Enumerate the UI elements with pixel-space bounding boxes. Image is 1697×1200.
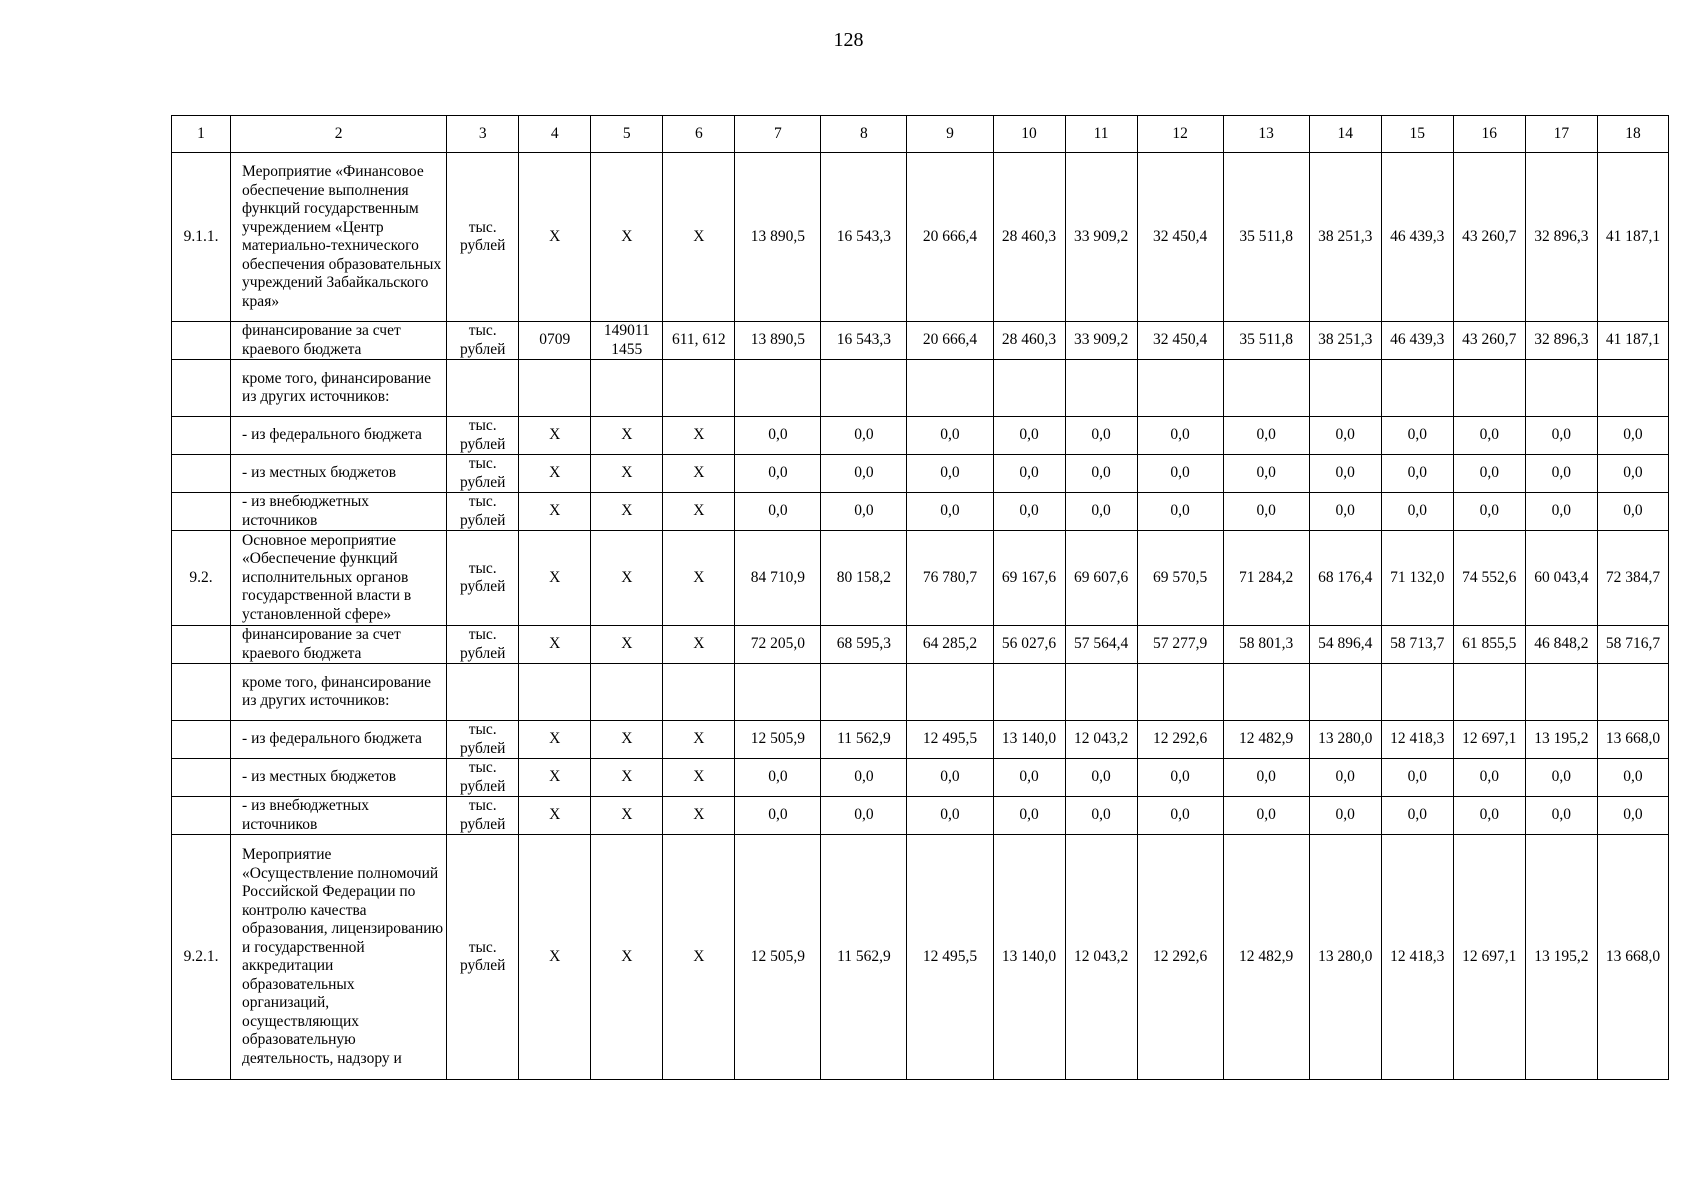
unit-cell: тыс. рублей bbox=[447, 322, 519, 360]
value-cell: 0,0 bbox=[1137, 797, 1223, 835]
column-number-header: 10 bbox=[993, 116, 1065, 153]
value-cell: 0,0 bbox=[1065, 455, 1137, 493]
value-cell: 38 251,3 bbox=[1309, 322, 1381, 360]
value-cell: 54 896,4 bbox=[1309, 626, 1381, 664]
column-number-header: 12 bbox=[1137, 116, 1223, 153]
table-row bbox=[172, 360, 1669, 417]
value-cell: 46 439,3 bbox=[1381, 322, 1453, 360]
value-cell: 32 450,4 bbox=[1137, 153, 1223, 322]
row-code-cell bbox=[172, 417, 231, 455]
column-number-header: 9 bbox=[907, 116, 993, 153]
value-cell: 0,0 bbox=[1137, 759, 1223, 797]
value-cell: 0,0 bbox=[1525, 493, 1597, 531]
value-cell bbox=[1137, 360, 1223, 417]
value-cell: 0,0 bbox=[735, 455, 821, 493]
value-cell bbox=[735, 360, 821, 417]
value-cell: 0,0 bbox=[1597, 493, 1668, 531]
row-code-cell bbox=[172, 322, 231, 360]
classification-cell bbox=[519, 664, 591, 721]
value-cell: 46 439,3 bbox=[1381, 153, 1453, 322]
column-number-header: 16 bbox=[1453, 116, 1525, 153]
classification-cell: Х bbox=[519, 417, 591, 455]
value-cell bbox=[1453, 664, 1525, 721]
value-cell: 13 668,0 bbox=[1597, 721, 1668, 759]
value-cell: 12 505,9 bbox=[735, 721, 821, 759]
value-cell: 12 292,6 bbox=[1137, 835, 1223, 1080]
value-cell: 13 195,2 bbox=[1525, 835, 1597, 1080]
item-name-cell: Мероприятие «Финансовое обеспечение выполнения функций государственным учреждением «Центр материально-технического обеспечения образовательных учреждений Забайкальского края» bbox=[231, 153, 447, 322]
value-cell: 71 132,0 bbox=[1381, 531, 1453, 626]
classification-cell: Х bbox=[663, 759, 735, 797]
value-cell: 32 450,4 bbox=[1137, 322, 1223, 360]
value-cell: 0,0 bbox=[1381, 417, 1453, 455]
table-row bbox=[172, 417, 1669, 455]
value-cell: 0,0 bbox=[1453, 759, 1525, 797]
unit-cell: тыс. рублей bbox=[447, 797, 519, 835]
row-code-cell bbox=[172, 797, 231, 835]
classification-cell: Х bbox=[591, 153, 663, 322]
table-row bbox=[172, 153, 1669, 322]
unit-cell: тыс. рублей bbox=[447, 153, 519, 322]
value-cell: 0,0 bbox=[821, 759, 907, 797]
classification-cell: Х bbox=[663, 721, 735, 759]
classification-cell: Х bbox=[519, 493, 591, 531]
unit-cell: тыс. рублей bbox=[447, 531, 519, 626]
unit-cell: тыс. рублей bbox=[447, 721, 519, 759]
value-cell: 33 909,2 bbox=[1065, 153, 1137, 322]
value-cell bbox=[1309, 664, 1381, 721]
value-cell bbox=[907, 664, 993, 721]
value-cell: 0,0 bbox=[821, 455, 907, 493]
item-name-cell: кроме того, финансирование из других источников: bbox=[231, 360, 447, 417]
classification-cell: 149011 1455 bbox=[591, 322, 663, 360]
value-cell bbox=[735, 664, 821, 721]
value-cell: 12 292,6 bbox=[1137, 721, 1223, 759]
value-cell: 0,0 bbox=[1597, 455, 1668, 493]
value-cell: 12 495,5 bbox=[907, 721, 993, 759]
value-cell bbox=[1381, 360, 1453, 417]
value-cell: 35 511,8 bbox=[1223, 322, 1309, 360]
value-cell: 20 666,4 bbox=[907, 153, 993, 322]
row-code-cell: 9.2.1. bbox=[172, 835, 231, 1080]
value-cell: 69 167,6 bbox=[993, 531, 1065, 626]
value-cell bbox=[1065, 664, 1137, 721]
item-name-cell: кроме того, финансирование из других источников: bbox=[231, 664, 447, 721]
column-number-header: 13 bbox=[1223, 116, 1309, 153]
value-cell: 0,0 bbox=[1223, 455, 1309, 493]
value-cell: 35 511,8 bbox=[1223, 153, 1309, 322]
item-name-cell: Мероприятие «Осуществление полномочий Российской Федерации по контролю качества образования, лицензированию и государственной аккредитации образовательных организаций, осуществляющих образовательную деятельность, надзору и bbox=[231, 835, 447, 1080]
classification-cell: Х bbox=[591, 835, 663, 1080]
value-cell: 16 543,3 bbox=[821, 153, 907, 322]
item-name-cell: Основное мероприятие «Обеспечение функций исполнительных органов государственной власти в установленной сфере» bbox=[231, 531, 447, 626]
value-cell: 0,0 bbox=[1137, 455, 1223, 493]
value-cell: 28 460,3 bbox=[993, 322, 1065, 360]
header-row bbox=[172, 116, 1669, 153]
classification-cell: Х bbox=[591, 417, 663, 455]
item-name-cell: финансирование за счет краевого бюджета bbox=[231, 626, 447, 664]
value-cell: 69 607,6 bbox=[1065, 531, 1137, 626]
row-code-cell: 9.1.1. bbox=[172, 153, 231, 322]
value-cell: 76 780,7 bbox=[907, 531, 993, 626]
value-cell: 13 280,0 bbox=[1309, 835, 1381, 1080]
value-cell: 0,0 bbox=[993, 417, 1065, 455]
classification-cell: Х bbox=[663, 417, 735, 455]
classification-cell: Х bbox=[663, 797, 735, 835]
value-cell: 12 418,3 bbox=[1381, 835, 1453, 1080]
value-cell: 0,0 bbox=[993, 455, 1065, 493]
value-cell: 43 260,7 bbox=[1453, 153, 1525, 322]
value-cell: 13 890,5 bbox=[735, 322, 821, 360]
value-cell: 0,0 bbox=[1309, 417, 1381, 455]
table-row bbox=[172, 455, 1669, 493]
value-cell: 20 666,4 bbox=[907, 322, 993, 360]
value-cell: 12 418,3 bbox=[1381, 721, 1453, 759]
value-cell: 0,0 bbox=[735, 493, 821, 531]
value-cell: 0,0 bbox=[735, 417, 821, 455]
unit-cell bbox=[447, 664, 519, 721]
classification-cell: Х bbox=[591, 721, 663, 759]
classification-cell bbox=[663, 360, 735, 417]
value-cell: 68 595,3 bbox=[821, 626, 907, 664]
value-cell bbox=[1453, 360, 1525, 417]
value-cell: 61 855,5 bbox=[1453, 626, 1525, 664]
value-cell bbox=[1137, 664, 1223, 721]
value-cell: 72 205,0 bbox=[735, 626, 821, 664]
item-name-cell: - из федерального бюджета bbox=[231, 417, 447, 455]
value-cell: 57 564,4 bbox=[1065, 626, 1137, 664]
value-cell: 0,0 bbox=[1453, 417, 1525, 455]
value-cell: 64 285,2 bbox=[907, 626, 993, 664]
classification-cell: Х bbox=[663, 626, 735, 664]
value-cell: 0,0 bbox=[1453, 455, 1525, 493]
column-number-header: 14 bbox=[1309, 116, 1381, 153]
classification-cell: Х bbox=[663, 455, 735, 493]
value-cell: 0,0 bbox=[1525, 455, 1597, 493]
value-cell: 72 384,7 bbox=[1597, 531, 1668, 626]
classification-cell: Х bbox=[519, 721, 591, 759]
value-cell: 68 176,4 bbox=[1309, 531, 1381, 626]
unit-cell: тыс. рублей bbox=[447, 455, 519, 493]
classification-cell: Х bbox=[663, 153, 735, 322]
classification-cell: 611, 612 bbox=[663, 322, 735, 360]
value-cell: 12 697,1 bbox=[1453, 835, 1525, 1080]
classification-cell: Х bbox=[591, 531, 663, 626]
value-cell: 32 896,3 bbox=[1525, 322, 1597, 360]
value-cell: 12 697,1 bbox=[1453, 721, 1525, 759]
column-number-header: 11 bbox=[1065, 116, 1137, 153]
classification-cell: Х bbox=[663, 835, 735, 1080]
column-number-header: 17 bbox=[1525, 116, 1597, 153]
value-cell: 0,0 bbox=[1381, 455, 1453, 493]
unit-cell: тыс. рублей bbox=[447, 759, 519, 797]
unit-cell: тыс. рублей bbox=[447, 626, 519, 664]
value-cell: 0,0 bbox=[735, 759, 821, 797]
value-cell: 0,0 bbox=[1065, 417, 1137, 455]
value-cell: 56 027,6 bbox=[993, 626, 1065, 664]
classification-cell: Х bbox=[663, 531, 735, 626]
classification-cell bbox=[591, 664, 663, 721]
value-cell bbox=[1525, 664, 1597, 721]
column-number-header: 6 bbox=[663, 116, 735, 153]
value-cell bbox=[1597, 664, 1668, 721]
value-cell: 0,0 bbox=[1309, 493, 1381, 531]
value-cell bbox=[1309, 360, 1381, 417]
page-number: 128 bbox=[833, 29, 864, 51]
value-cell: 0,0 bbox=[821, 417, 907, 455]
budget-table bbox=[171, 115, 1669, 1080]
classification-cell: Х bbox=[591, 797, 663, 835]
value-cell: 0,0 bbox=[1137, 417, 1223, 455]
column-number-header: 1 bbox=[172, 116, 231, 153]
value-cell: 0,0 bbox=[1381, 797, 1453, 835]
value-cell: 69 570,5 bbox=[1137, 531, 1223, 626]
table-row bbox=[172, 759, 1669, 797]
classification-cell: Х bbox=[591, 626, 663, 664]
value-cell: 58 801,3 bbox=[1223, 626, 1309, 664]
value-cell: 12 495,5 bbox=[907, 835, 993, 1080]
classification-cell: Х bbox=[519, 626, 591, 664]
classification-cell: Х bbox=[591, 493, 663, 531]
classification-cell: Х bbox=[519, 759, 591, 797]
value-cell: 0,0 bbox=[821, 493, 907, 531]
value-cell bbox=[1223, 360, 1309, 417]
classification-cell: Х bbox=[591, 455, 663, 493]
value-cell: 0,0 bbox=[993, 493, 1065, 531]
column-number-header: 7 bbox=[735, 116, 821, 153]
column-number-header: 18 bbox=[1597, 116, 1668, 153]
value-cell: 0,0 bbox=[1223, 493, 1309, 531]
value-cell: 0,0 bbox=[907, 417, 993, 455]
value-cell: 0,0 bbox=[1597, 797, 1668, 835]
value-cell: 33 909,2 bbox=[1065, 322, 1137, 360]
value-cell: 0,0 bbox=[1453, 797, 1525, 835]
value-cell: 0,0 bbox=[907, 493, 993, 531]
row-code-cell bbox=[172, 455, 231, 493]
value-cell bbox=[821, 360, 907, 417]
column-number-header: 3 bbox=[447, 116, 519, 153]
table-row bbox=[172, 835, 1669, 1080]
value-cell: 16 543,3 bbox=[821, 322, 907, 360]
value-cell: 0,0 bbox=[1309, 759, 1381, 797]
value-cell: 43 260,7 bbox=[1453, 322, 1525, 360]
value-cell: 13 140,0 bbox=[993, 835, 1065, 1080]
value-cell: 58 716,7 bbox=[1597, 626, 1668, 664]
value-cell: 0,0 bbox=[1065, 759, 1137, 797]
column-number-header: 5 bbox=[591, 116, 663, 153]
item-name-cell: - из федерального бюджета bbox=[231, 721, 447, 759]
value-cell: 13 668,0 bbox=[1597, 835, 1668, 1080]
classification-cell: Х bbox=[663, 493, 735, 531]
value-cell: 11 562,9 bbox=[821, 835, 907, 1080]
column-number-header: 15 bbox=[1381, 116, 1453, 153]
value-cell: 84 710,9 bbox=[735, 531, 821, 626]
value-cell: 0,0 bbox=[907, 455, 993, 493]
value-cell: 0,0 bbox=[1309, 797, 1381, 835]
classification-cell: Х bbox=[591, 759, 663, 797]
value-cell: 0,0 bbox=[1381, 759, 1453, 797]
value-cell: 12 482,9 bbox=[1223, 835, 1309, 1080]
value-cell bbox=[1597, 360, 1668, 417]
value-cell: 0,0 bbox=[1381, 493, 1453, 531]
value-cell: 0,0 bbox=[735, 797, 821, 835]
value-cell: 0,0 bbox=[1525, 759, 1597, 797]
value-cell bbox=[993, 664, 1065, 721]
unit-cell: тыс. рублей bbox=[447, 493, 519, 531]
value-cell: 0,0 bbox=[1525, 417, 1597, 455]
row-code-cell bbox=[172, 759, 231, 797]
value-cell: 13 890,5 bbox=[735, 153, 821, 322]
value-cell bbox=[1223, 664, 1309, 721]
classification-cell: Х bbox=[519, 835, 591, 1080]
value-cell: 13 195,2 bbox=[1525, 721, 1597, 759]
row-code-cell bbox=[172, 360, 231, 417]
value-cell bbox=[993, 360, 1065, 417]
value-cell: 0,0 bbox=[993, 759, 1065, 797]
value-cell: 41 187,1 bbox=[1597, 153, 1668, 322]
classification-cell bbox=[519, 360, 591, 417]
classification-cell bbox=[591, 360, 663, 417]
row-code-cell bbox=[172, 664, 231, 721]
value-cell: 0,0 bbox=[821, 797, 907, 835]
classification-cell bbox=[663, 664, 735, 721]
table-row bbox=[172, 664, 1669, 721]
value-cell: 60 043,4 bbox=[1525, 531, 1597, 626]
item-name-cell: - из местных бюджетов bbox=[231, 455, 447, 493]
value-cell: 32 896,3 bbox=[1525, 153, 1597, 322]
column-number-header: 2 bbox=[231, 116, 447, 153]
table-row bbox=[172, 493, 1669, 531]
value-cell: 0,0 bbox=[1223, 759, 1309, 797]
value-cell: 13 140,0 bbox=[993, 721, 1065, 759]
value-cell: 28 460,3 bbox=[993, 153, 1065, 322]
value-cell bbox=[1381, 664, 1453, 721]
item-name-cell: - из внебюджетных источников bbox=[231, 493, 447, 531]
row-code-cell: 9.2. bbox=[172, 531, 231, 626]
classification-cell: 0709 bbox=[519, 322, 591, 360]
value-cell: 0,0 bbox=[907, 759, 993, 797]
column-number-header: 8 bbox=[821, 116, 907, 153]
classification-cell: Х bbox=[519, 531, 591, 626]
value-cell: 0,0 bbox=[1453, 493, 1525, 531]
value-cell: 0,0 bbox=[907, 797, 993, 835]
classification-cell: Х bbox=[519, 153, 591, 322]
value-cell: 0,0 bbox=[1223, 797, 1309, 835]
value-cell: 0,0 bbox=[993, 797, 1065, 835]
item-name-cell: - из внебюджетных источников bbox=[231, 797, 447, 835]
value-cell: 11 562,9 bbox=[821, 721, 907, 759]
value-cell: 12 505,9 bbox=[735, 835, 821, 1080]
row-code-cell bbox=[172, 493, 231, 531]
unit-cell bbox=[447, 360, 519, 417]
classification-cell: Х bbox=[519, 455, 591, 493]
value-cell: 0,0 bbox=[1223, 417, 1309, 455]
table-row bbox=[172, 626, 1669, 664]
value-cell: 13 280,0 bbox=[1309, 721, 1381, 759]
value-cell: 58 713,7 bbox=[1381, 626, 1453, 664]
value-cell: 0,0 bbox=[1137, 493, 1223, 531]
value-cell bbox=[1065, 360, 1137, 417]
item-name-cell: - из местных бюджетов bbox=[231, 759, 447, 797]
item-name-cell: финансирование за счет краевого бюджета bbox=[231, 322, 447, 360]
value-cell: 71 284,2 bbox=[1223, 531, 1309, 626]
value-cell: 0,0 bbox=[1597, 417, 1668, 455]
value-cell: 0,0 bbox=[1065, 797, 1137, 835]
value-cell: 57 277,9 bbox=[1137, 626, 1223, 664]
table-row bbox=[172, 531, 1669, 626]
value-cell: 80 158,2 bbox=[821, 531, 907, 626]
unit-cell: тыс. рублей bbox=[447, 417, 519, 455]
value-cell: 0,0 bbox=[1309, 455, 1381, 493]
value-cell: 0,0 bbox=[1525, 797, 1597, 835]
value-cell: 0,0 bbox=[1597, 759, 1668, 797]
unit-cell: тыс. рублей bbox=[447, 835, 519, 1080]
value-cell: 12 482,9 bbox=[1223, 721, 1309, 759]
value-cell: 46 848,2 bbox=[1525, 626, 1597, 664]
column-number-header: 4 bbox=[519, 116, 591, 153]
row-code-cell bbox=[172, 721, 231, 759]
value-cell: 38 251,3 bbox=[1309, 153, 1381, 322]
value-cell: 12 043,2 bbox=[1065, 721, 1137, 759]
row-code-cell bbox=[172, 626, 231, 664]
value-cell: 0,0 bbox=[1065, 493, 1137, 531]
table-row bbox=[172, 322, 1669, 360]
value-cell bbox=[1525, 360, 1597, 417]
table-row bbox=[172, 797, 1669, 835]
table-body bbox=[172, 116, 1669, 1080]
classification-cell: Х bbox=[519, 797, 591, 835]
value-cell bbox=[907, 360, 993, 417]
value-cell: 74 552,6 bbox=[1453, 531, 1525, 626]
value-cell bbox=[821, 664, 907, 721]
value-cell: 12 043,2 bbox=[1065, 835, 1137, 1080]
table-row bbox=[172, 721, 1669, 759]
value-cell: 41 187,1 bbox=[1597, 322, 1668, 360]
